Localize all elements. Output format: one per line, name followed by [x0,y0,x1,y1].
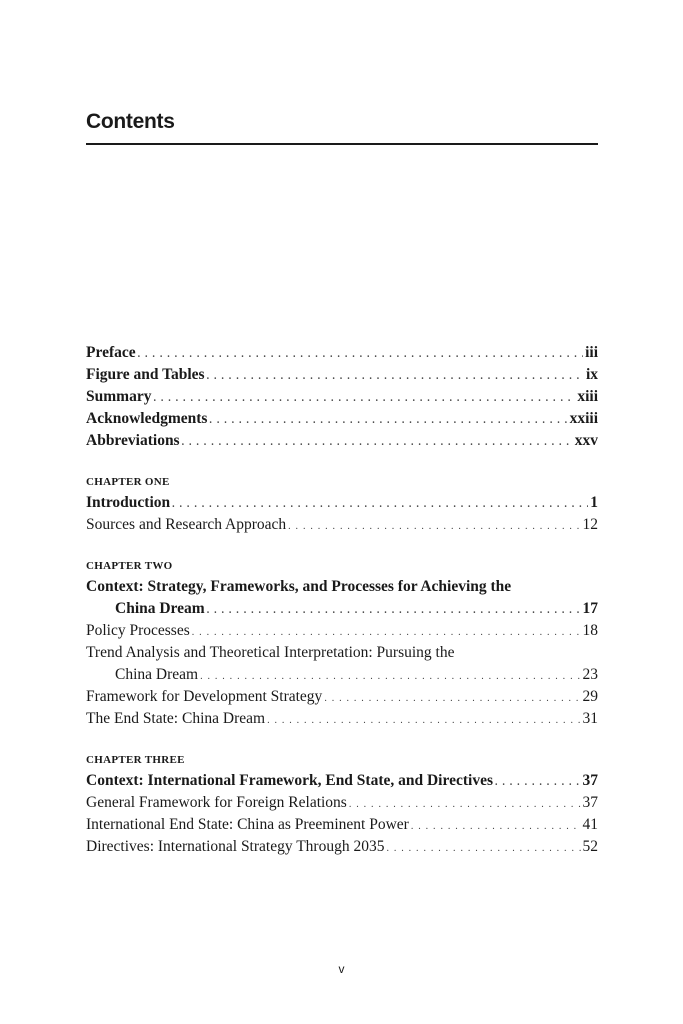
toc-entry-title: Introduction [86,494,171,511]
toc-entry-title: Figure and Tables [86,366,205,383]
toc-entry-title: The End State: China Dream [86,710,266,727]
chapter-label: CHAPTER ONE [86,476,170,488]
toc-entry-page: 17 [582,600,598,617]
toc-entry-section[interactable] [86,792,598,814]
dot-leader [349,794,581,814]
toc-entry-section[interactable] [86,686,598,708]
dot-leader [153,388,575,408]
dot-leader [288,516,580,536]
toc-entry-chapter-three[interactable] [86,770,598,792]
toc-entry-section[interactable] [86,814,598,836]
toc-entry-page: 12 [582,516,598,533]
dot-leader [209,410,567,430]
toc-entry-page: xxiii [569,410,598,427]
toc-entry-page: 37 [582,772,598,789]
toc-entry-title: Preface [86,344,136,361]
toc-entry-section[interactable] [86,836,598,858]
toc-entry-chapter-two-line1[interactable]: Context: Strategy, Frameworks, and Processes for Achieving the [86,578,512,595]
toc-entry-page: 23 [582,666,598,683]
dot-leader [207,600,581,620]
toc-entry-page: 1 [590,494,598,511]
chapter-label: CHAPTER TWO [86,560,173,572]
dot-leader [172,494,588,514]
table-of-contents [86,342,598,858]
toc-entry-figures-tables[interactable] [86,364,598,386]
dot-leader [267,710,580,730]
page-title: Contents [86,110,598,145]
toc-entry-page: 52 [582,838,598,855]
toc-entry-section[interactable] [86,708,598,730]
toc-entry-chapter-two[interactable] [86,598,598,620]
toc-entry-abbreviations[interactable] [86,430,598,452]
toc-entry-title: Acknowledgments [86,410,208,427]
dot-leader [411,816,581,836]
chapter-label: CHAPTER THREE [86,754,185,766]
toc-entry-section-line1[interactable]: Trend Analysis and Theoretical Interpretation: Pursuing the [86,644,455,661]
toc-entry-preface[interactable] [86,342,598,364]
page-number: v [338,962,345,976]
toc-entry-title: Abbreviations [86,432,180,449]
toc-entry-page: 41 [582,816,598,833]
toc-entry-page: 37 [582,794,598,811]
toc-entry-title: International End State: China as Preeminent Power [86,816,409,833]
dot-leader [324,688,580,708]
toc-entry-title: China Dream [115,666,199,683]
toc-entry-title: Policy Processes [86,622,190,639]
toc-entry-page: xxv [574,432,598,449]
toc-entry-chapter-one[interactable] [86,492,598,514]
toc-entry-section[interactable] [86,514,598,536]
toc-entry-page: xiii [577,388,598,405]
toc-entry-summary[interactable] [86,386,598,408]
dot-leader [182,432,573,452]
dot-leader [200,666,580,686]
toc-entry-section[interactable] [86,664,598,686]
dot-leader [192,622,581,642]
toc-entry-acknowledgments[interactable] [86,408,598,430]
dot-leader [495,772,581,792]
dot-leader [207,366,584,386]
toc-entry-title: Directives: International Strategy Through 2035 [86,838,385,855]
toc-entry-page: 31 [582,710,598,727]
toc-entry-title: Sources and Research Approach [86,516,287,533]
toc-entry-page: iii [585,344,598,361]
toc-entry-section[interactable] [86,620,598,642]
toc-entry-title: China Dream [115,600,205,617]
dot-leader [138,344,583,364]
toc-entry-title: General Framework for Foreign Relations [86,794,347,811]
dot-leader [386,838,580,858]
toc-entry-page: 18 [582,622,598,639]
toc-entry-title: Context: International Framework, End State, and Directives [86,772,493,789]
toc-entry-title: Framework for Development Strategy [86,688,323,705]
toc-entry-page: 29 [582,688,598,705]
toc-entry-title: Summary [86,388,152,405]
toc-entry-page: ix [585,366,598,383]
